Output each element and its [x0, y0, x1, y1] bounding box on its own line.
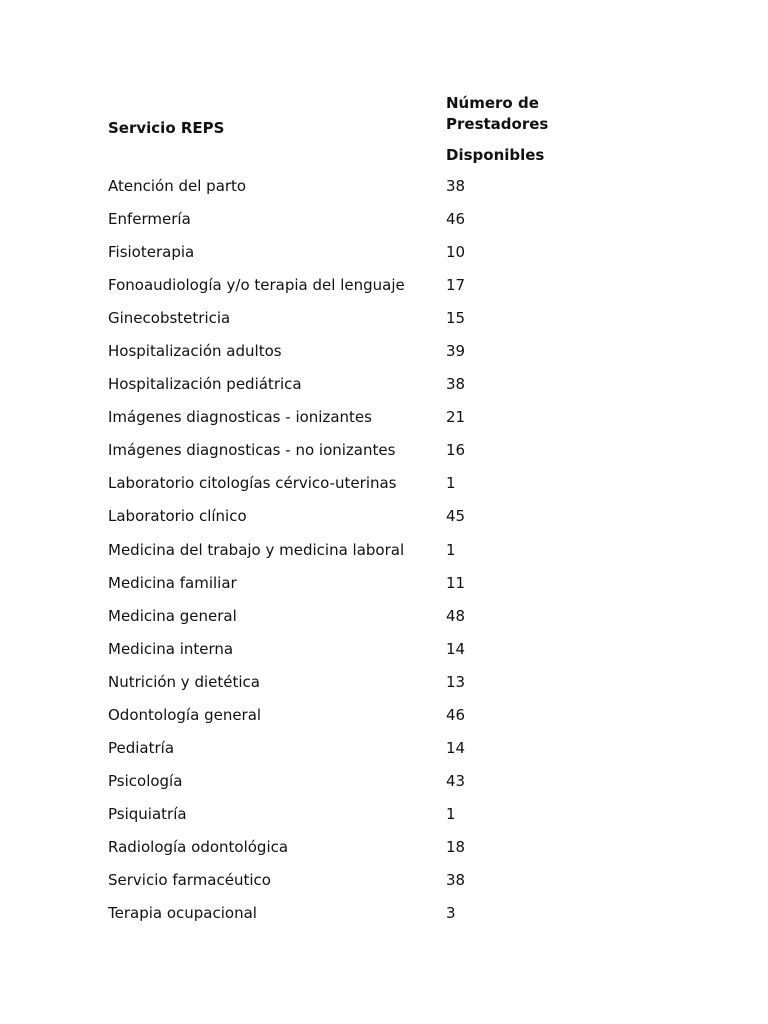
- provider-count-cell: 38: [446, 870, 466, 889]
- service-name-cell: Hospitalización pediátrica: [108, 375, 302, 394]
- provider-count-cell: 46: [446, 210, 466, 229]
- table-row: [108, 276, 608, 309]
- service-name-cell: Hospitalización adultos: [108, 342, 282, 361]
- provider-count-cell: 21: [446, 408, 466, 427]
- table-row: [108, 673, 608, 706]
- provider-count-cell: 1: [446, 540, 456, 559]
- service-name-cell: Medicina del trabajo y medicina laboral: [108, 540, 405, 559]
- service-name-cell: Imágenes diagnosticas - no ionizantes: [108, 441, 396, 460]
- provider-count-cell: 17: [446, 276, 466, 295]
- table-row: [108, 772, 608, 805]
- provider-count-cell: 10: [446, 243, 466, 262]
- provider-count-cell: 1: [446, 804, 456, 823]
- table-row: [108, 243, 608, 276]
- table-row: [108, 507, 608, 540]
- header-count-line-2: Prestadores: [446, 115, 549, 133]
- service-name-cell: Terapia ocupacional: [108, 904, 257, 923]
- service-name-cell: Medicina familiar: [108, 573, 237, 592]
- table-row: [108, 640, 608, 673]
- provider-count-cell: 15: [446, 309, 466, 328]
- service-name-cell: Enfermería: [108, 210, 191, 229]
- service-name-cell: Laboratorio citologías cérvico-uterinas: [108, 474, 397, 493]
- table-row: [108, 706, 608, 739]
- provider-count-cell: 38: [446, 177, 466, 195]
- service-name-cell: Fisioterapia: [108, 243, 195, 262]
- service-name-cell: Imágenes diagnosticas - ionizantes: [108, 408, 372, 427]
- header-count-column: [446, 93, 606, 166]
- provider-count-cell: 48: [446, 606, 466, 625]
- provider-count-cell: 3: [446, 904, 456, 923]
- table-row: [108, 375, 608, 408]
- table-body: [108, 177, 608, 937]
- provider-count-cell: 39: [446, 342, 466, 361]
- service-name-cell: Psicología: [108, 771, 183, 790]
- service-name-cell: Atención del parto: [108, 177, 247, 195]
- service-name-cell: Pediatría: [108, 738, 175, 757]
- provider-count-cell: 11: [446, 573, 466, 592]
- provider-count-cell: 13: [446, 672, 466, 691]
- provider-count-cell: 1: [446, 474, 456, 493]
- service-name-cell: Servicio farmacéutico: [108, 870, 271, 889]
- table-header: [108, 90, 608, 170]
- header-service-column: Servicio REPS: [108, 119, 225, 137]
- table-row: [108, 805, 608, 838]
- provider-count-cell: 45: [446, 507, 466, 526]
- header-count-line-3: Disponibles: [446, 146, 545, 164]
- table-row: [108, 474, 608, 507]
- provider-count-cell: 18: [446, 837, 466, 856]
- table-row: [108, 607, 608, 640]
- service-name-cell: Radiología odontológica: [108, 837, 289, 856]
- provider-count-cell: 43: [446, 771, 466, 790]
- service-name-cell: Medicina interna: [108, 639, 234, 658]
- service-name-cell: Fonoaudiología y/o terapia del lenguaje: [108, 276, 405, 295]
- table-row: [108, 342, 608, 375]
- service-name-cell: Odontología general: [108, 705, 262, 724]
- table-row: [108, 739, 608, 772]
- table-row: [108, 408, 608, 441]
- table-row: [108, 541, 608, 574]
- table-row: [108, 309, 608, 342]
- table-row: [108, 210, 608, 243]
- service-name-cell: Nutrición y dietética: [108, 672, 260, 691]
- provider-count-cell: 16: [446, 441, 466, 460]
- provider-count-cell: 38: [446, 375, 466, 394]
- reps-services-table: [108, 90, 608, 923]
- service-name-cell: Psiquiatría: [108, 804, 187, 823]
- table-row: [108, 177, 608, 210]
- service-name-cell: Laboratorio clínico: [108, 507, 247, 526]
- table-row: [108, 904, 608, 937]
- service-name-cell: Medicina general: [108, 606, 237, 625]
- table-row: [108, 838, 608, 871]
- table-row: [108, 574, 608, 607]
- table-row: [108, 871, 608, 904]
- provider-count-cell: 14: [446, 639, 466, 658]
- table-row: [108, 441, 608, 474]
- header-count-line-1: Número de: [446, 94, 539, 112]
- provider-count-cell: 46: [446, 705, 466, 724]
- service-name-cell: Ginecobstetricia: [108, 309, 231, 328]
- provider-count-cell: 14: [446, 738, 466, 757]
